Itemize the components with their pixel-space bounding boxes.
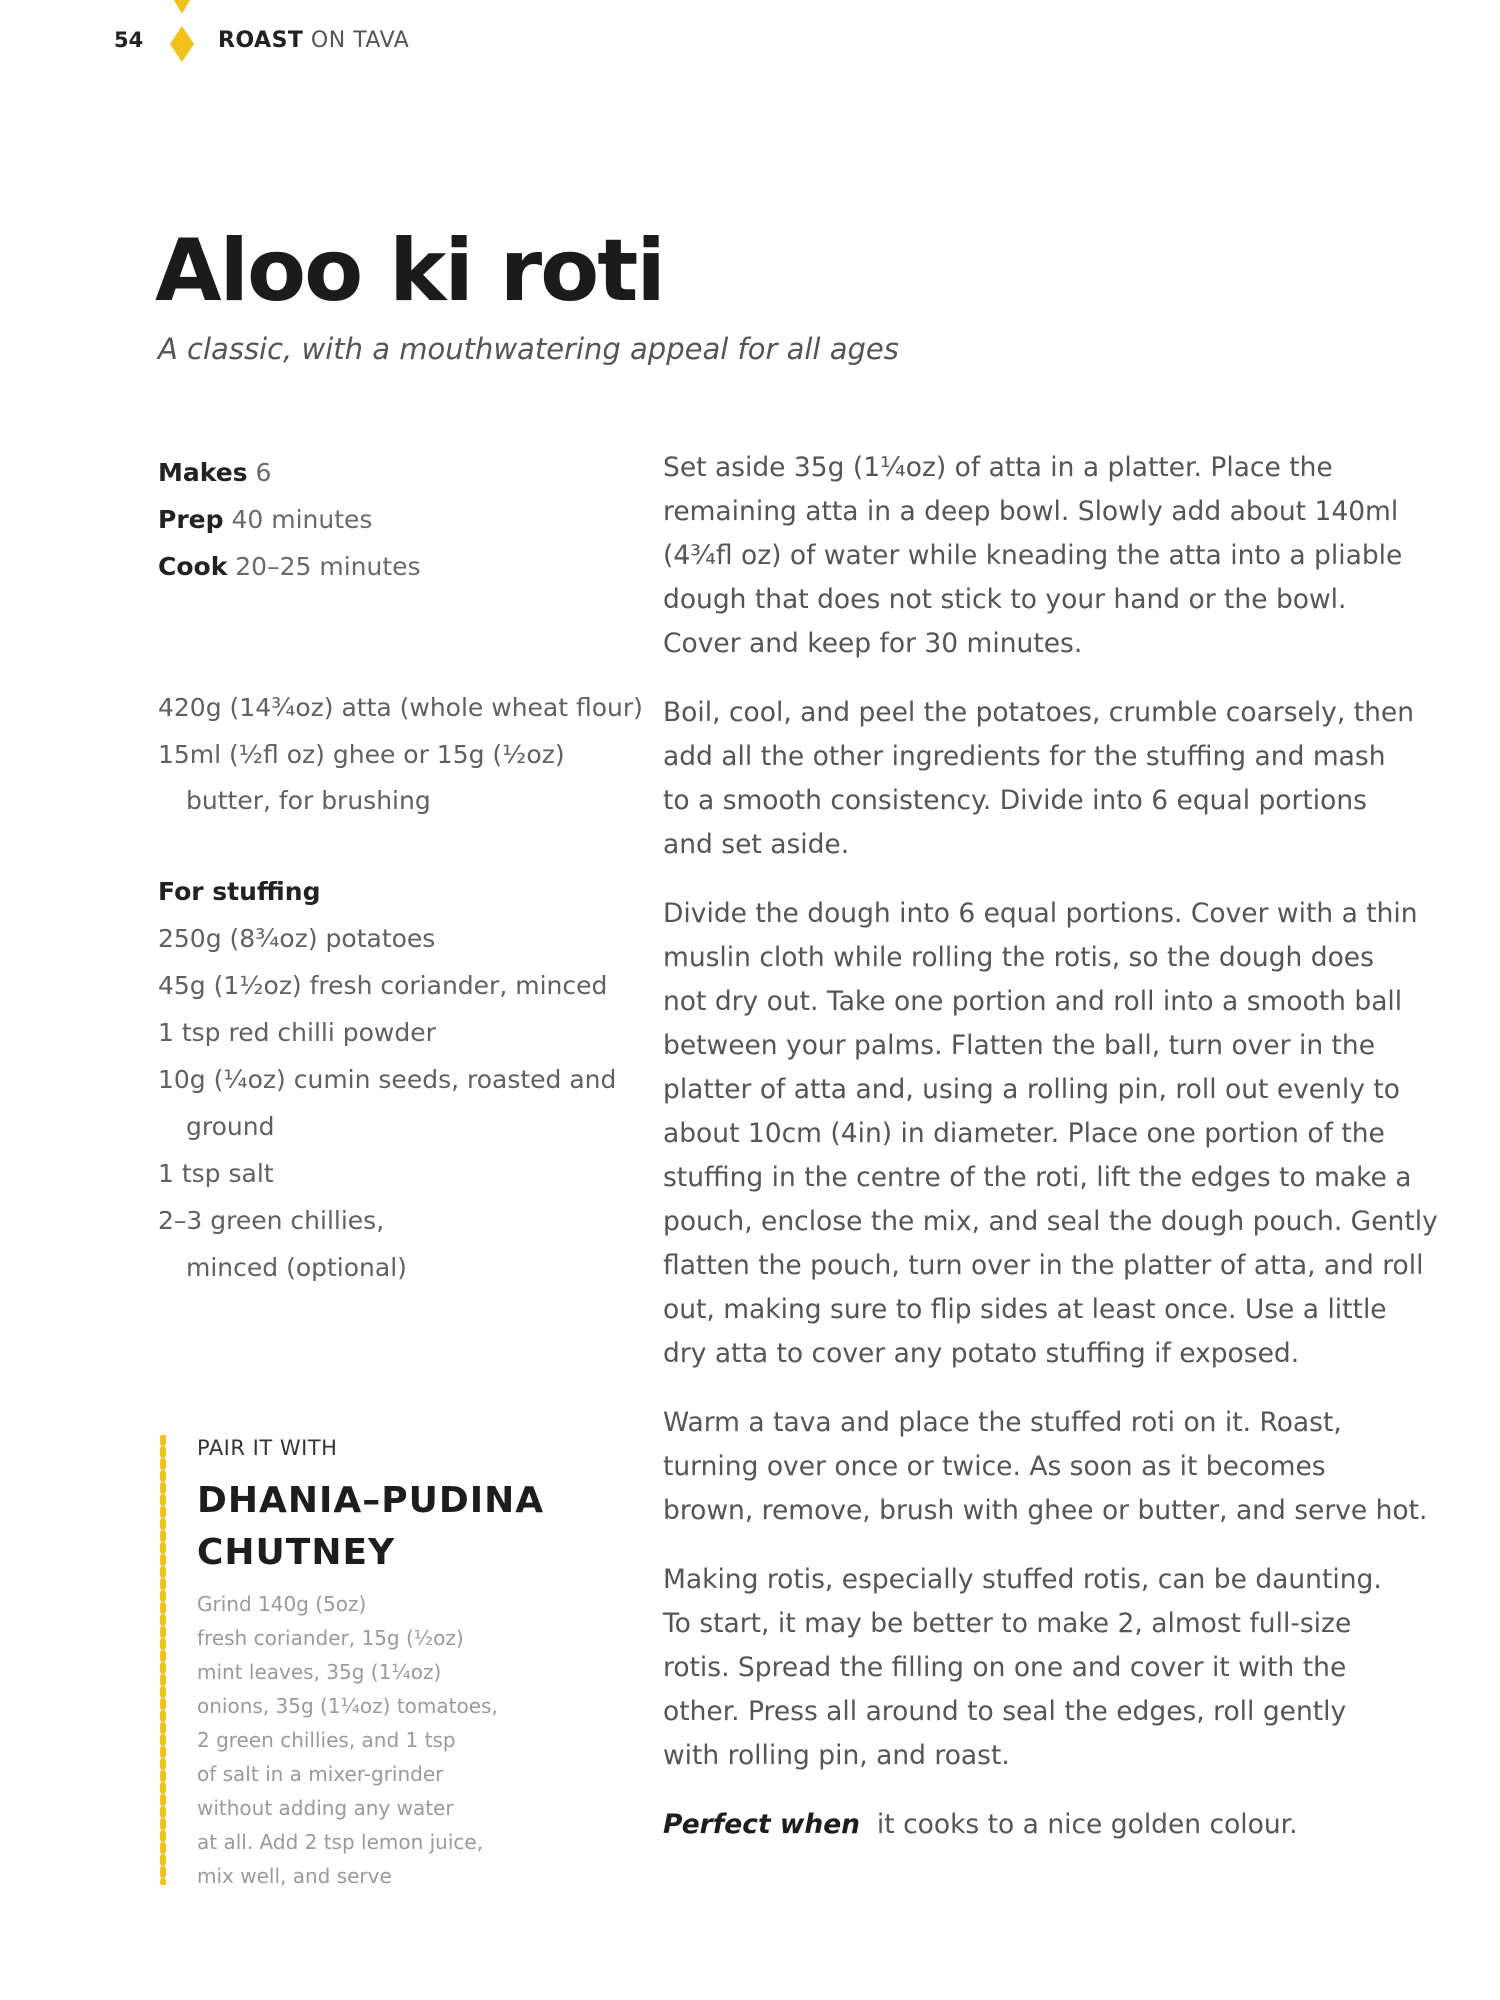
method-line: pouch, enclose the mix, and seal the dough pouch. Gently [663, 1206, 1438, 1237]
section-title-bold: ROAST [218, 28, 304, 53]
pair-text-line: 2 green chillies, and 1 tsp [197, 1728, 456, 1752]
recipe-subtitle: A classic, with a mouthwatering appeal for all ages [158, 332, 899, 366]
method-line: out, making sure to flip sides at least once. Use a little [663, 1294, 1387, 1325]
prep-value: 40 minutes [223, 505, 373, 534]
method-line: platter of atta and, using a rolling pin, roll out evenly to [663, 1074, 1400, 1105]
makes-label: Makes [158, 458, 248, 487]
ingredient-item: 15ml (½fl oz) ghee or 15g (½oz) [158, 740, 565, 769]
pair-text-line: without adding any water [197, 1796, 454, 1820]
stuffing-item: 250g (8¾oz) potatoes [158, 924, 436, 953]
recipe-title: Aloo ki roti [155, 221, 664, 321]
method-line: with rolling pin, and roast. [663, 1740, 1010, 1771]
method-line: and set aside. [663, 829, 850, 860]
method-line: remaining atta in a deep bowl. Slowly add about 140ml [663, 496, 1399, 527]
pair-box-dotted-border [159, 1435, 167, 1885]
method-line: to a smooth consistency. Divide into 6 equal portions [663, 785, 1367, 816]
method-line: Set aside 35g (1¼oz) of atta in a platter. Place the [663, 452, 1333, 483]
cook-line [158, 552, 421, 581]
method-line: muslin cloth while rolling the rotis, so the dough does [663, 942, 1374, 973]
pair-text-line: of salt in a mixer-grinder [197, 1762, 444, 1786]
method-line: turning over once or twice. As soon as it becomes [663, 1451, 1326, 1482]
cook-label: Cook [158, 552, 228, 581]
section-title-rest: ON TAVA [303, 28, 410, 53]
pair-text-line: mix well, and serve [197, 1864, 392, 1888]
method-line: other. Press all around to seal the edges, roll gently [663, 1696, 1347, 1727]
makes-value: 6 [247, 458, 272, 487]
stuffing-item: 45g (1½oz) fresh coriander, minced [158, 971, 608, 1000]
header-diamond-ornament [170, 26, 194, 62]
stuffing-item: 10g (¼oz) cumin seeds, roasted and [158, 1065, 617, 1094]
stuffing-item: 1 tsp salt [158, 1159, 274, 1188]
method-line: (4¾fl oz) of water while kneading the atta into a pliable [663, 540, 1403, 571]
ingredient-item-continued: butter, for brushing [186, 786, 431, 815]
method-line: Warm a tava and place the stuffed roti on it. Roast, [663, 1407, 1342, 1438]
pair-text-line: mint leaves, 35g (1¼oz) [197, 1660, 442, 1684]
stuffing-item-continued: minced (optional) [186, 1253, 407, 1282]
method-line: Boil, cool, and peel the potatoes, crumble coarsely, then [663, 697, 1414, 728]
method-line: about 10cm (4in) in diameter. Place one portion of the [663, 1118, 1385, 1149]
pair-text-line: fresh coriander, 15g (½oz) [197, 1626, 464, 1650]
perfect-when-label: Perfect when [663, 1809, 861, 1840]
prep-label: Prep [158, 505, 224, 534]
method-line: brown, remove, brush with ghee or butter, and serve hot. [663, 1495, 1428, 1526]
method-line: To start, it may be better to make 2, almost full-size [663, 1608, 1352, 1639]
page-number: 54 [114, 28, 144, 52]
section-title [218, 28, 409, 53]
method-line: Cover and keep for 30 minutes. [663, 628, 1083, 659]
method-line: not dry out. Take one portion and roll into a smooth ball [663, 986, 1403, 1017]
stuffing-item: 1 tsp red chilli powder [158, 1018, 436, 1047]
header-triangle-ornament [172, 0, 192, 16]
cook-value: 20–25 minutes [227, 552, 421, 581]
prep-line [158, 505, 372, 534]
stuffing-item: 2–3 green chillies, [158, 1206, 385, 1235]
pair-label: PAIR IT WITH [197, 1436, 338, 1460]
stuffing-item-continued: ground [186, 1112, 275, 1141]
pair-text-line: at all. Add 2 tsp lemon juice, [197, 1830, 484, 1854]
method-line: Divide the dough into 6 equal portions. Cover with a thin [663, 898, 1418, 929]
method-line: Making rotis, especially stuffed rotis, can be daunting. [663, 1564, 1382, 1595]
pair-text-line: Grind 140g (5oz) [197, 1592, 367, 1616]
stuffing-heading: For stuffing [158, 877, 321, 906]
method-line: between your palms. Flatten the ball, turn over in the [663, 1030, 1376, 1061]
method-line: dough that does not stick to your hand or the bowl. [663, 584, 1347, 615]
method-line: dry atta to cover any potato stuffing if exposed. [663, 1338, 1300, 1369]
pair-name-line1: DHANIA–PUDINA [197, 1480, 545, 1521]
method-line: flatten the pouch, turn over in the platter of atta, and roll [663, 1250, 1424, 1281]
method-line: stuffing in the centre of the roti, lift the edges to make a [663, 1162, 1412, 1193]
pair-name-line2: CHUTNEY [197, 1532, 396, 1573]
makes-line [158, 458, 271, 487]
pair-text-line: onions, 35g (1¼oz) tomatoes, [197, 1694, 498, 1718]
perfect-when-text: it cooks to a nice golden colour. [860, 1809, 1298, 1840]
method-line: rotis. Spread the filling on one and cover it with the [663, 1652, 1347, 1683]
method-line: add all the other ingredients for the stuffing and mash [663, 741, 1386, 772]
ingredient-item: 420g (14¾oz) atta (whole wheat flour) [158, 693, 643, 722]
perfect-when-line [663, 1809, 1298, 1840]
